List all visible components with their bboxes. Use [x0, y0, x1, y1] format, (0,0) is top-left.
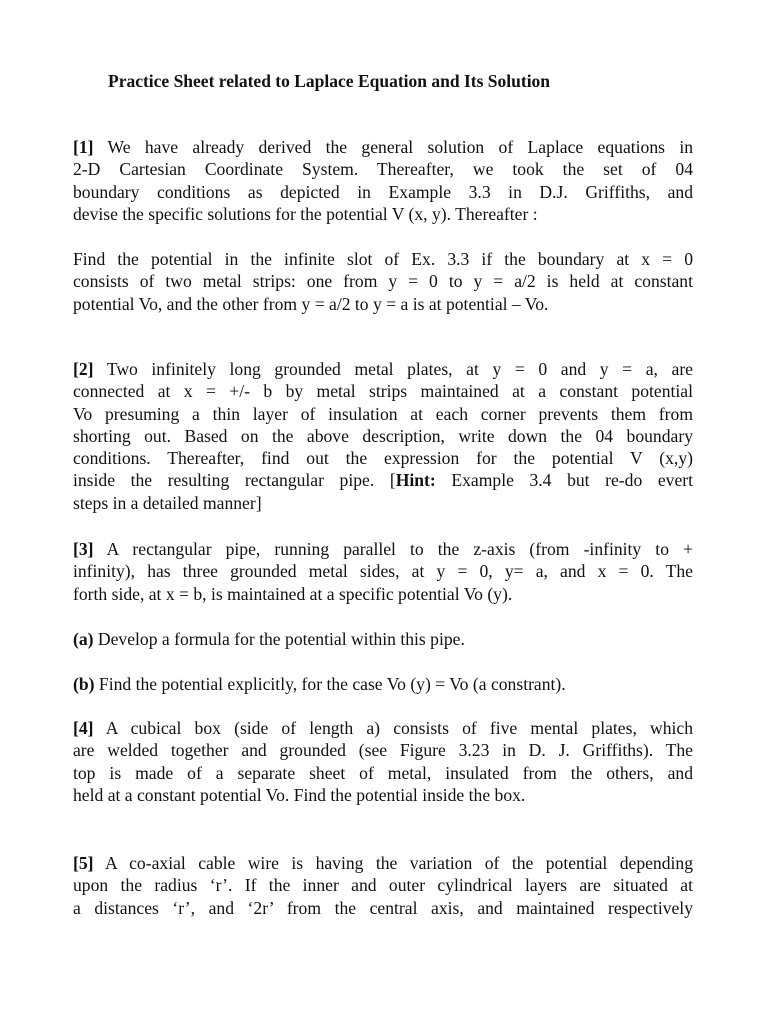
question-1-line-4: devise the specific solutions for the potential V (x, y). Thereafter : [73, 203, 538, 224]
question-3 [73, 538, 693, 605]
part-label: (b) [73, 674, 95, 694]
question-1-task-line-3: potential Vo, and the other from y = a/2 to y = a is at potential – Vo. [73, 293, 549, 314]
question-4-line-4: held at a constant potential Vo. Find the potential inside the box. [73, 784, 526, 805]
question-1-task [73, 248, 693, 315]
question-4-line-3: top is made of a separate sheet of metal, insulated from the others, and [73, 762, 693, 783]
question-1-task-line-2: consists of two metal strips: one from y = 0 to y = a/2 is held at constant [73, 271, 693, 292]
question-4 [73, 717, 693, 806]
question-5-line-2: upon the radius ‘r’. If the inner and outer cylindrical layers are situated at [73, 875, 693, 896]
question-2 [73, 358, 693, 514]
question-3-line-3: forth side, at x = b, is maintained at a specific potential Vo (y). [73, 583, 513, 604]
question-4-line-1: [4] A cubical box (side of length a) consists of five mental plates, which [73, 718, 693, 738]
question-1-line-1: [1] We have already derived the general solution of Laplace equations in [73, 137, 693, 157]
question-5-line-1: [5] A co-axial cable wire is having the variation of the potential depending [73, 853, 693, 873]
question-2-line-5: conditions. Thereafter, find out the expression for the potential V (x,y) [73, 448, 693, 469]
question-3b: (b) Find the potential explicitly, for the case Vo (y) = Vo (a constrant). [73, 674, 566, 694]
question-2-line-1: [2] Two infinitely long grounded metal plates, at y = 0 and y = a, are [73, 359, 693, 379]
question-1 [73, 136, 693, 225]
question-number: [1] [73, 137, 94, 157]
question-5-line-3: a distances ‘r’, and ‘2r’ from the central axis, and maintained respectively [73, 897, 693, 918]
question-number: [2] [73, 359, 94, 379]
question-2-line-2: connected at x = +/- b by metal strips maintained at a constant potential [73, 381, 693, 402]
question-2-line-6: inside the resulting rectangular pipe. [Hint: Example 3.4 but re-do evert [73, 470, 694, 491]
question-5 [73, 852, 693, 919]
question-number: [5] [73, 853, 94, 873]
question-2-line-7: steps in a detailed manner] [73, 492, 262, 513]
question-1-task-line-1: Find the potential in the infinite slot of Ex. 3.3 if the boundary at x = 0 [73, 249, 693, 269]
question-1-line-2: 2-D Cartesian Coordinate System. Thereafter, we took the set of 04 [73, 159, 693, 180]
question-3-line-2: infinity), has three grounded metal sides, at y = 0, y= a, and x = 0. The [73, 561, 693, 582]
page-title: Practice Sheet related to Laplace Equation and Its Solution [108, 71, 551, 91]
question-3-line-1: [3] A rectangular pipe, running parallel to the z-axis (from -infinity to + [73, 539, 693, 559]
question-3a: (a) Develop a formula for the potential within this pipe. [73, 629, 465, 649]
question-number: [3] [73, 539, 94, 559]
question-number: [4] [73, 718, 94, 738]
hint-label: Hint: [395, 470, 436, 491]
question-2-line-3: Vo presuming a thin layer of insulation at each corner prevents them from [73, 403, 693, 424]
question-1-line-3: boundary conditions as depicted in Example 3.3 in D.J. Griffiths, and [73, 181, 693, 202]
question-4-line-2: are welded together and grounded (see Figure 3.23 in D. J. Griffiths). The [73, 740, 693, 761]
part-label: (a) [73, 629, 94, 649]
question-2-line-4: shorting out. Based on the above description, write down the 04 boundary [73, 425, 693, 446]
